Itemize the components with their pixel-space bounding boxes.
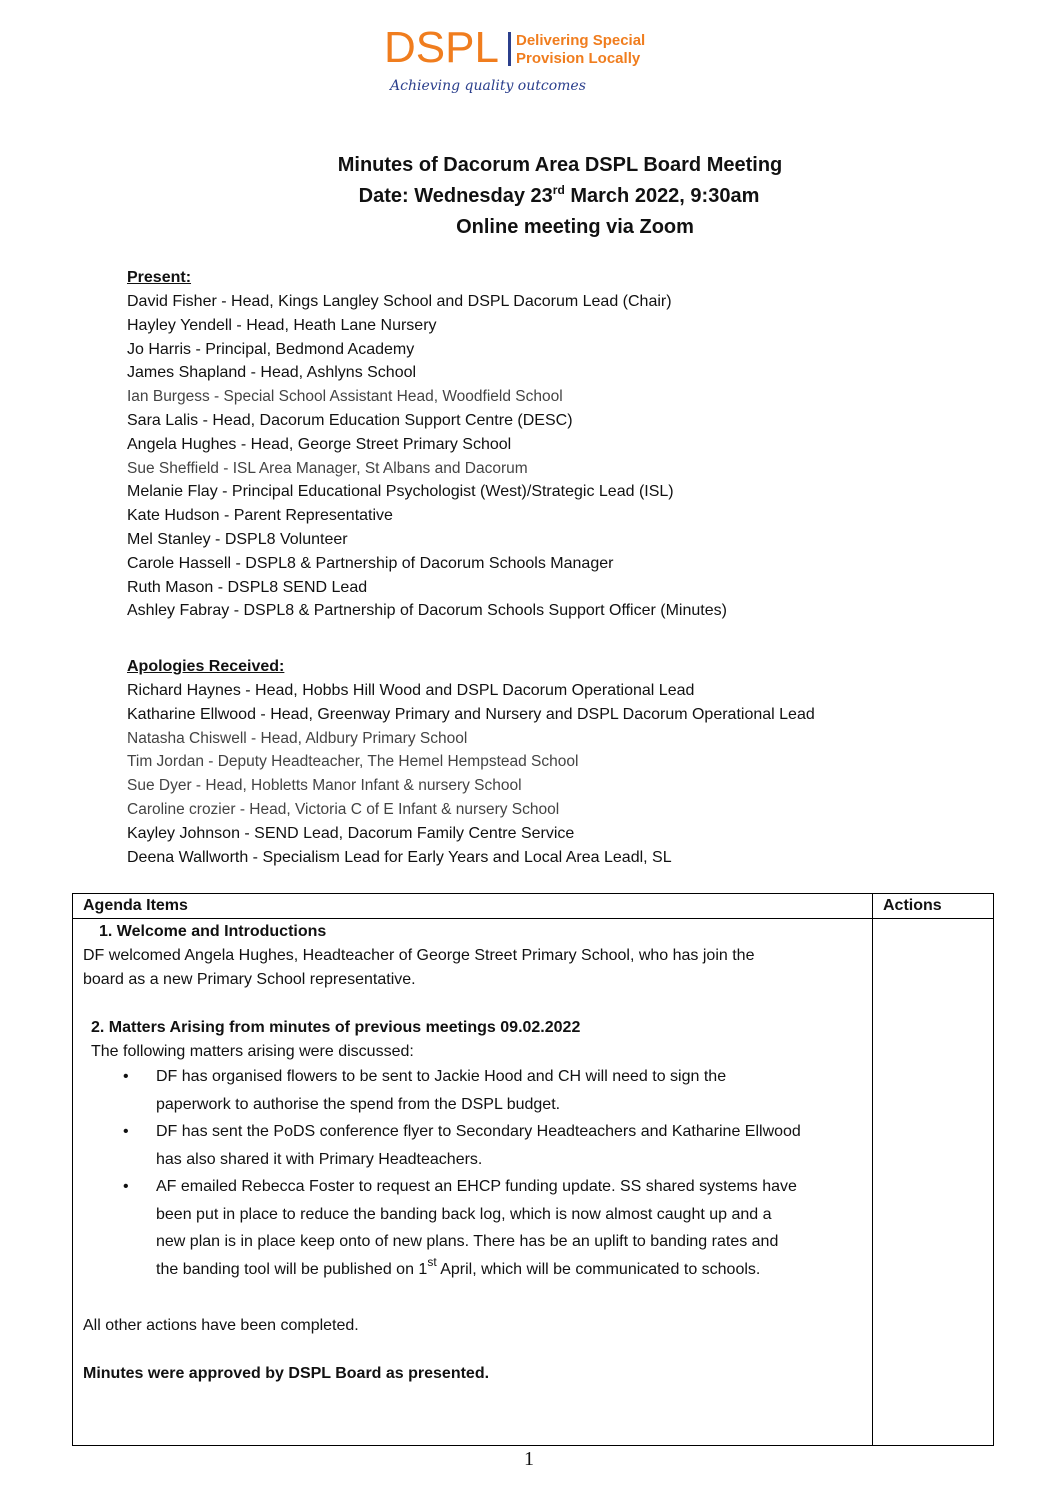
attendee: Angela Hughes - Head, George Street Primary School	[127, 435, 512, 453]
closing-note: All other actions have been completed.	[83, 1317, 359, 1334]
attendee: Ruth Mason - DSPL8 SEND Lead	[127, 578, 368, 596]
dspl-logo	[384, 23, 684, 98]
apology: Caroline crozier - Head, Victoria C of E Infant & nursery School	[127, 800, 560, 818]
bullet-line	[156, 1256, 760, 1284]
bullet-line: DF has organised flowers to be sent to Jackie Hood and CH will need to sign the	[156, 1068, 727, 1085]
title-date-sup: rd	[552, 183, 565, 197]
title-date-prefix: Date: Wednesday 23	[358, 185, 553, 207]
apologies-heading: Apologies Received:	[127, 658, 285, 675]
attendee: David Fisher - Head, Kings Langley School and DSPL Dacorum Lead (Chair)	[127, 293, 672, 310]
logo-tagline-line1: Delivering Special	[516, 32, 646, 49]
logo-slogan: Achieving quality outcomes	[390, 78, 586, 94]
title-line1: Minutes of Dacorum Area DSPL Board Meeting	[337, 154, 783, 176]
item1-text-line1: DF welcomed Angela Hughes, Headteacher of George Street Primary School, who has join the	[83, 947, 755, 964]
item1-heading: 1. Welcome and Introductions	[99, 923, 327, 940]
title-date-suffix: March 2022, 9:30am	[564, 185, 760, 207]
logo-tagline	[516, 32, 645, 68]
bullet-line: DF has sent the PoDS conference flyer to Secondary Headteachers and Katharine Ellwood	[156, 1123, 801, 1140]
present-heading: Present:	[127, 269, 192, 286]
apology: Tim Jordan - Deputy Headteacher, The Hemel Hempstead School	[127, 753, 579, 771]
agenda-body-row	[73, 919, 994, 1446]
bullet-line: has also shared it with Primary Headteachers.	[156, 1150, 483, 1168]
approval-note: Minutes were approved by DSPL Board as presented.	[83, 1365, 490, 1382]
bullet-line-sup: st	[427, 1254, 437, 1269]
attendee: Sara Lalis - Head, Dacorum Education Support Centre (DESC)	[127, 411, 573, 429]
bullet-line: been put in place to reduce the banding back log, which is now almost caught up and a	[156, 1205, 772, 1223]
logo-divider	[508, 32, 511, 66]
attendee: Ian Burgess - Special School Assistant Head, Woodfield School	[127, 388, 563, 406]
item2-heading: 2. Matters Arising from minutes of previous meetings 09.02.2022	[91, 1019, 581, 1036]
document-title	[0, 150, 1058, 243]
logo-tagline-line2: Provision Locally	[516, 50, 641, 67]
agenda-items-cell	[73, 919, 873, 1446]
bullet-icon: •	[123, 1068, 129, 1085]
agenda-items-header: Agenda Items	[73, 894, 873, 919]
bullet-line: new plan is in place keep onto of new plans. There has be an uplift to banding rates and	[156, 1233, 779, 1250]
logo-mark: DSPL	[384, 23, 499, 72]
apology: Katharine Ellwood - Head, Greenway Primary and Nursery and DSPL Dacorum Operational Lead	[127, 705, 815, 723]
bullet-icon: •	[123, 1123, 129, 1140]
bullet-line: paperwork to authorise the spend from the DSPL budget.	[156, 1095, 561, 1113]
item1-text-line2: board as a new Primary School representative.	[83, 971, 416, 988]
attendee: Kate Hudson - Parent Representative	[127, 507, 393, 525]
apology: Kayley Johnson - SEND Lead, Dacorum Family Centre Service	[127, 824, 575, 842]
bullet-line-suffix: April, which will be communicated to schools.	[436, 1260, 761, 1278]
present-section	[127, 266, 727, 623]
agenda-header-row	[73, 894, 994, 919]
title-date	[60, 181, 1058, 212]
attendee: Ashley Fabray - DSPL8 & Partnership of Dacorum Schools Support Officer (Minutes)	[127, 602, 727, 620]
attendee: Carole Hassell - DSPL8 & Partnership of Dacorum Schools Manager	[127, 554, 614, 572]
item2-intro: The following matters arising were discussed:	[91, 1043, 414, 1060]
attendee: Hayley Yendell - Head, Heath Lane Nursery	[127, 316, 437, 334]
attendee: Mel Stanley - DSPL8 Volunteer	[127, 530, 348, 548]
apology: Richard Haynes - Head, Hobbs Hill Wood and DSPL Dacorum Operational Lead	[127, 682, 695, 699]
actions-header: Actions	[873, 894, 994, 919]
apology: Natasha Chiswell - Head, Aldbury Primary School	[127, 729, 468, 747]
title-line3: Online meeting via Zoom	[456, 216, 694, 238]
attendee: Sue Sheffield - ISL Area Manager, St Albans and Dacorum	[127, 459, 528, 477]
attendee: Melanie Flay - Principal Educational Psychologist (West)/Strategic Lead (ISL)	[127, 483, 674, 501]
actions-cell	[873, 919, 994, 1446]
bullet-icon: •	[123, 1178, 129, 1195]
bullet-line: AF emailed Rebecca Foster to request an EHCP funding update. SS shared systems have	[156, 1178, 797, 1195]
attendee: Jo Harris - Principal, Bedmond Academy	[127, 340, 415, 358]
attendee: James Shapland - Head, Ashlyns School	[127, 364, 417, 382]
agenda-table	[72, 893, 994, 1446]
apology: Sue Dyer - Head, Hobletts Manor Infant & nursery School	[127, 777, 522, 795]
apologies-section	[127, 655, 815, 869]
bullet-line-prefix: the banding tool will be published on 1	[156, 1260, 428, 1278]
apology: Deena Wallworth - Specialism Lead for Early Years and Local Area Leadl, SL	[127, 848, 672, 866]
page-number: 1	[524, 1448, 534, 1470]
